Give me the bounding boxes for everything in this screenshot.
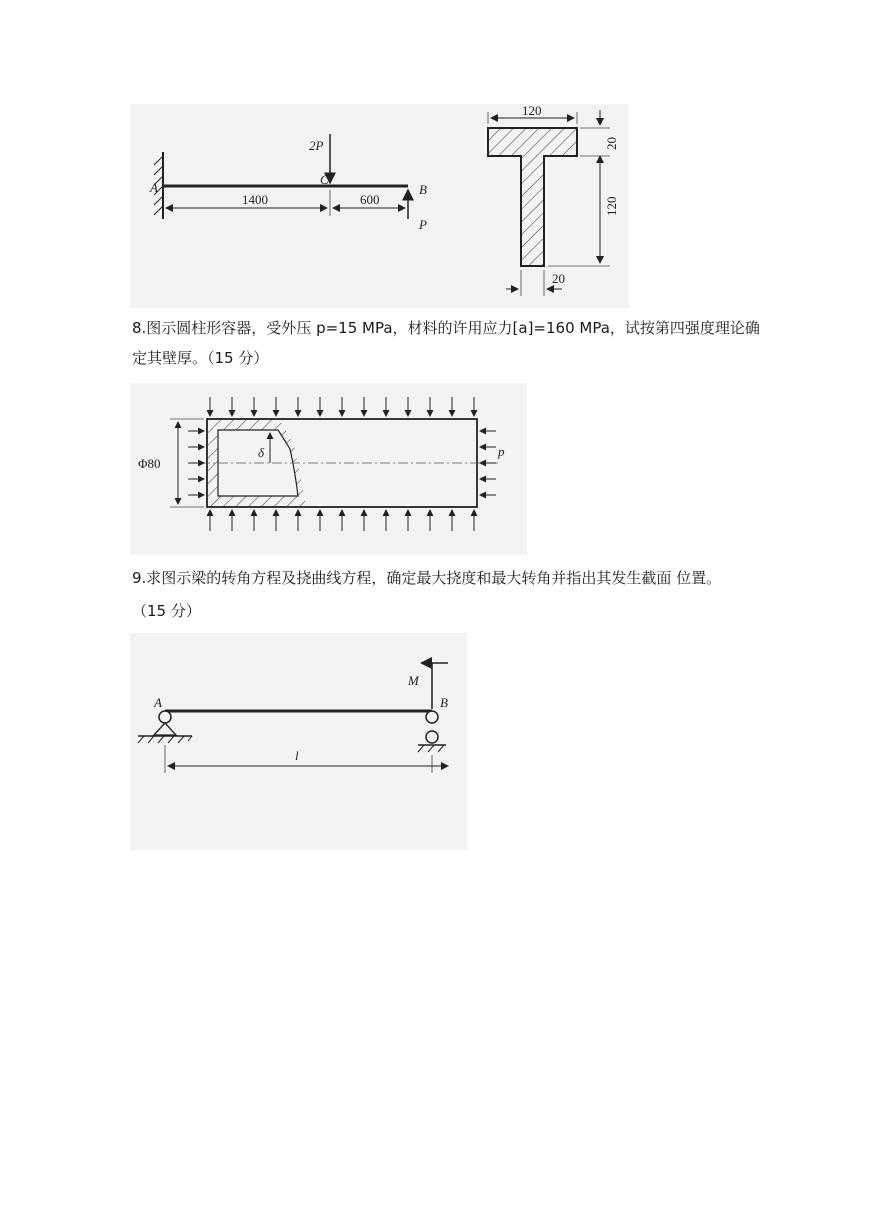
label-dim-ac: 1400: [242, 192, 268, 207]
label-dim-cb: 600: [360, 192, 380, 207]
question-9-line2: （15 分）: [132, 602, 201, 620]
label-p: P: [419, 217, 427, 232]
label-point-c: C: [320, 172, 329, 187]
question-8-line2: 定其壁厚。（15 分）: [132, 349, 269, 367]
label-point-b: B: [419, 182, 427, 197]
label-thickness: δ: [258, 445, 265, 460]
support-a-triangle: [154, 723, 176, 735]
support-b-hatching: [418, 745, 444, 752]
label-dim-web-width: 20: [552, 271, 565, 286]
support-b-roller: [426, 731, 438, 743]
pressure-arrows-bottom: [210, 510, 474, 531]
moment-arrowhead: [420, 657, 432, 669]
label-pressure: p: [498, 444, 505, 459]
support-a-hatching: [138, 736, 192, 743]
label-dim-web-height: 120: [604, 196, 619, 216]
figure-beam-section-svg: [130, 104, 629, 308]
pressure-arrows-top: [210, 397, 474, 416]
label-point-a: A: [150, 180, 158, 195]
support-b-pin: [426, 711, 438, 723]
pressure-arrows-right: [480, 431, 496, 495]
figure-beam-moment: [130, 633, 467, 850]
figure-beam-moment-svg: [130, 633, 467, 850]
label-2p: 2P: [309, 138, 324, 153]
label-point-b: B: [440, 695, 448, 710]
question-8-line1: 8.图示圆柱形容器，受外压 p=15 MPa，材料的许用应力[a]=160 MPa，试按第四强度理论确: [132, 319, 760, 337]
label-dim-flange-width: 120: [522, 104, 542, 118]
figure-vessel-svg: [130, 383, 527, 555]
figure-beam-section: [130, 104, 629, 308]
label-point-a: A: [154, 695, 162, 710]
t-section: [488, 128, 577, 266]
label-moment: M: [408, 673, 419, 688]
label-dim-flange-thk: 20: [604, 137, 619, 150]
support-a-pin: [159, 711, 171, 723]
figure-vessel: [130, 383, 527, 555]
pressure-arrows-left: [188, 431, 204, 495]
question-9-line1: 9.求图示梁的转角方程及挠曲线方程，确定最大挠度和最大转角并指出其发生截面 位置。: [132, 569, 722, 587]
label-diameter: Φ80: [138, 456, 161, 471]
label-length: l: [295, 748, 299, 763]
